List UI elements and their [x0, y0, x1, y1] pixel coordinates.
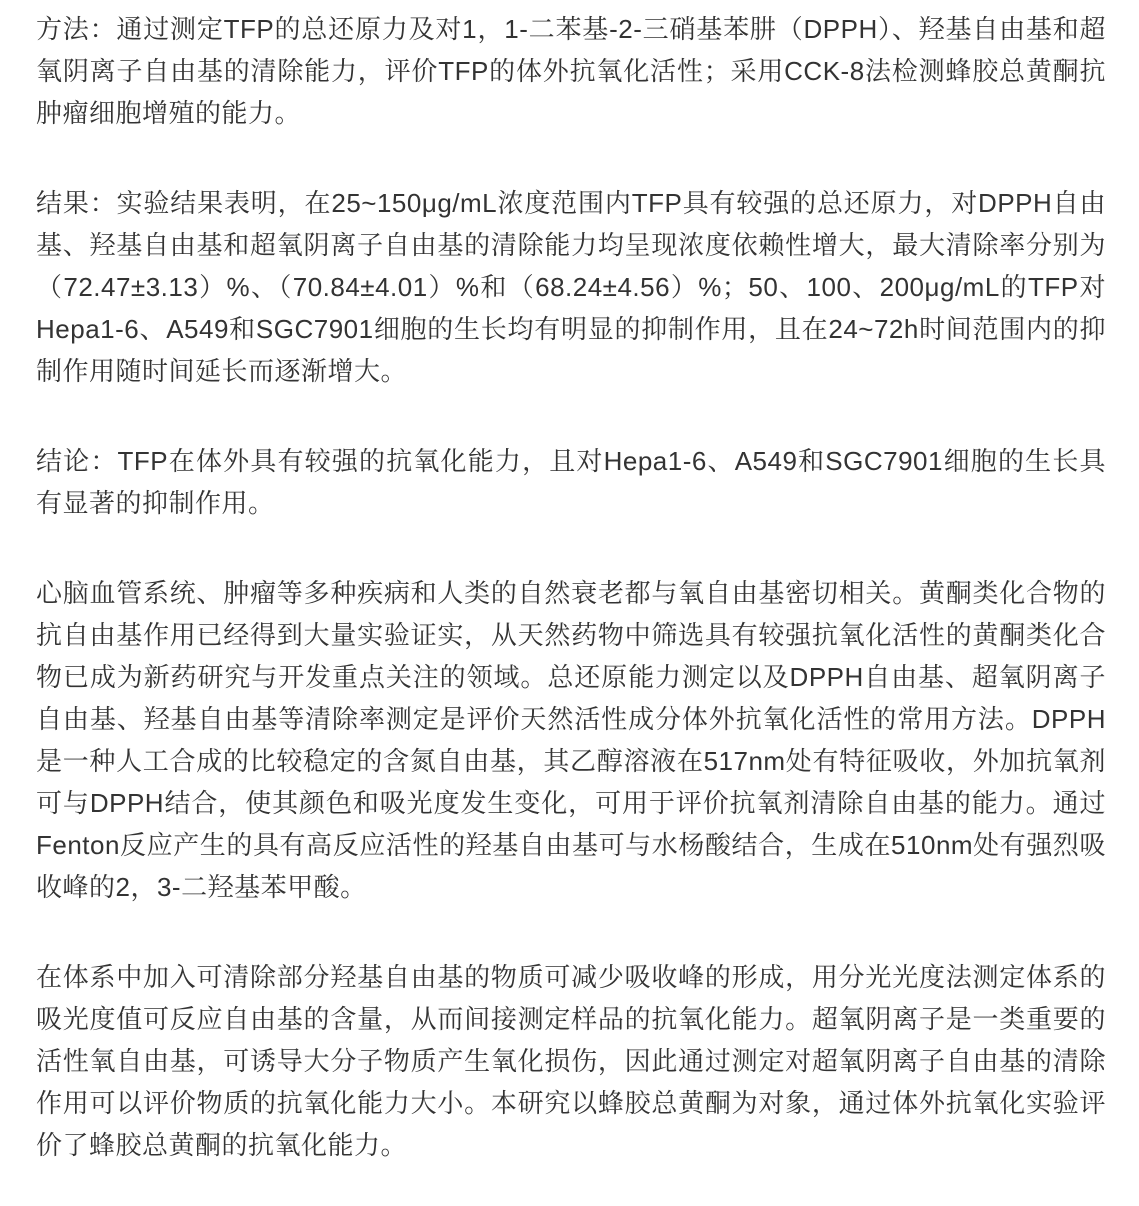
paragraph-background-superoxide: 在体系中加入可清除部分羟基自由基的物质可减少吸收峰的形成，用分光光度法测定体系的吸光度值可反应自由基的含量，从而间接测定样品的抗氧化能力。超氧阴离子是一类重要的活性氧自由基，可诱导大分子物质产生氧化损伤，因此通过测定对超氧阴离子自由基的清除作用可以评价物质的抗氧化能力大小。本研究以蜂胶总黄酮为对象，通过体外抗氧化实验评价了蜂胶总黄酮的抗氧化能力。 [36, 962, 1106, 1160]
paragraph-background-antioxidant: 心脑血管系统、肿瘤等多种疾病和人类的自然衰老都与氧自由基密切相关。黄酮类化合物的抗自由基作用已经得到大量实验证实，从天然药物中筛选具有较强抗氧化活性的黄酮类化合物已成为新药研究与开发重点关注的领域。总还原能力测定以及DPPH自由基、超氧阴离子自由基、羟基自由基等清除率测定是评价天然活性成分体外抗氧化活性的常用方法。DPPH是一种人工合成的比较稳定的含氮自由基，其乙醇溶液在517nm处有特征吸收，外加抗氧剂可与DPPH结合，使其颜色和吸光度发生变化，可用于评价抗氧剂清除自由基的能力。通过Fenton反应产生的具有高反应活性的羟基自由基可与水杨酸结合，生成在510nm处有强烈吸收峰的2，3-二羟基苯甲酸。 [36, 578, 1106, 902]
paragraph-methods: 方法：通过测定TFP的总还原力及对1，1-二苯基-2-三硝基苯肼（DPPH）、羟基自由基和超氧阴离子自由基的清除能力，评价TFP的体外抗氧化活性；采用CCK-8法检测蜂胶总黄酮抗肿瘤细胞增殖的能力。 [36, 14, 1106, 128]
paragraph-results: 结果：实验结果表明，在25~150μg/mL浓度范围内TFP具有较强的总还原力，对DPPH自由基、羟基自由基和超氧阴离子自由基的清除能力均呈现浓度依赖性增大，最大清除率分别为（72.47±3.13）%、（70.84±4.01）%和（68.24±4.56）%；50、100、200μg/mL的TFP对Hepa1-6、A549和SGC7901细胞的生长均有明显的抑制作用，且在24~72h时间范围内的抑制作用随时间延长而逐渐增大。 [36, 188, 1106, 386]
paragraph-conclusion: 结论：TFP在体外具有较强的抗氧化能力，且对Hepa1-6、A549和SGC7901细胞的生长具有显著的抑制作用。 [36, 446, 1106, 518]
